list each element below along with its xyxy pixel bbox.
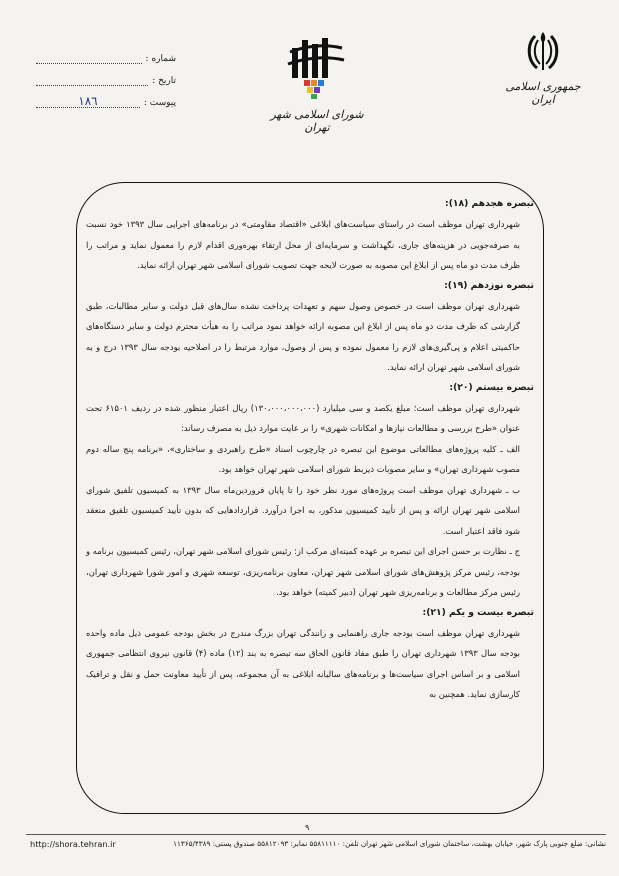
emblem-caption: جمهوری اسلامی ایران — [505, 80, 581, 106]
section-21-title: تبصره بیست و یکم (۲۱): — [422, 606, 534, 618]
section-20-item-alef: الف ـ کلیه پروژه‌های مطالعاتی موضوع این تبصره در چارچوب اسناد «طرح راهبردی و ساختاری»، «برنامه پنج ساله دوم مصوب شهرداری تهران» و سایر مصوبات ذیربط شورای اسلامی شهر تهران خواهد بود. — [86, 443, 520, 474]
section-18-title: تبصره هجدهم (۱۸): — [445, 198, 534, 209]
page-number: ۹ — [305, 823, 310, 832]
document-body — [86, 194, 534, 705]
footer-address: نشانی: ضلع جنوبی پارک شهر، خیابان بهشت، ساختمان شورای اسلامی شهر تهران تلفن: ۵۵۸۱۱۱۱۰ نمابر: ۵۵۸۱۲۰۹۳ صندوق پستی: ۱۱۳۶۵/۴۳۸۹ — [173, 839, 606, 848]
section-21-body: شهرداری تهران موظف است بودجه جاری راهنمایی و رانندگی تهران بزرگ مندرج در بخش بودجه عمومی ذیل ماده واحده بودجه سال ۱۳۹۳ شهرداری تهران را طبق مفاد قانون الحاق سه تبصره به بند (۱۲) ماده (۴) قانون نیروی انتظامی جمهوری اسلامی و بر اساس اجرای سیاست‌ها و برنامه‌های سالیانه ابلاغی به آن مجموعه، پس از تأیید معاونت حمل و نقل و ترافیک کارسازی نماید. همچنین به — [86, 627, 520, 699]
iran-emblem — [503, 28, 583, 106]
section-19-title: تبصره نوزدهم (۱۹): — [444, 279, 534, 291]
meta-number: شماره : — [36, 42, 176, 64]
section-20-body: شهرداری تهران موظف است؛ مبلغ یکصد و سی میلیارد (۱۳۰،۰۰۰،۰۰۰،۰۰۰) ریال اعتبار منظور شده در ردیف ۶۱۵۰۱ تحت عنوان «طرح بررسی و مطالعات نیازها و امکانات شهری» را بر عایت موارد ذیل به مصرف رساند: — [86, 402, 521, 433]
meta-date: تاریخ : — [36, 64, 176, 86]
council-logo-icon — [282, 34, 352, 100]
section-20-title: تبصره بیستم (۲۰): — [449, 381, 534, 393]
section-18-body: شهرداری تهران موظف است در راستای سیاست‌های ابلاغی «اقتصاد مقاومتی» در برنامه‌های اجرایی سال ۱۳۹۳ خود نسبت به صرفه‌جویی در هزینه‌های جاری، نگهداشت و سرمایه‌ای از محل ارتقاء بهره‌وری اقدام لازم را معمول نماید و مراتب را ظرف مدت دو ماه پس از ابلاغ این مصوبه به صورت لایحه جهت تصویب شورای اسلامی شهر تهران ارائه نماید. — [86, 219, 520, 270]
footer — [30, 837, 606, 853]
emblem-icon — [521, 28, 565, 74]
meta-attachment: پیوست : ١٨٦ — [36, 86, 176, 108]
section-20-item-be: ب ـ شهرداری تهران موظف است پروژه‌های مورد نظر خود را تا پایان فروردین‌ماه سال ۱۳۹۳ به کمیسیون تلفیق شورای اسلامی شهر تهران ارائه و پس از تأیید کمیسیون مذکور، به اجرا درآورد. قراردادهایی که بدون تأیید کمیسیون تلفیق منعقد شود فاقد اعتبار است. — [86, 484, 520, 536]
attachment-value: ١٨٦ — [36, 95, 140, 108]
document-meta — [36, 42, 176, 108]
council-logo-caption: شورای اسلامی شهر تهران — [270, 108, 364, 134]
section-20-item-jim: ج ـ نظارت بر حسن اجرای این تبصره بر عهده کمیته‌ای مرکب از: رئیس شورای اسلامی شهر تهران، رئیس کمیسیون برنامه و بودجه، رئیس مرکز پژوهش‌های شورای اسلامی شهر تهران، معاون برنامه‌ریزی، توسعه شهری و امور شورا شهرداری تهران، رئیس مرکز مطالعات و برنامه‌ریزی شهر تهران (دبیر کمیته) خواهد بود. — [86, 546, 520, 597]
council-logo — [262, 34, 372, 134]
section-19-body: شهرداری تهران موظف است در خصوص وصول سهم و تعهدات پرداخت نشده سال‌های قبل دولت و سایر مطالبات، طبق گزارشی که ظرف مدت دو ماه پس از ابلاغ این مصوبه ارائه خواهد نمود مراتب را به هیأت محترم دولت و سایر دستگاه‌های حاکمیتی اعلام و پی‌گیری‌های لازم را معمول نموده و پس از وصول، موارد مرتبط را در اصلاحیه بودجه سال ۱۳۹۳ درج و به شورای اسلامی شهر تهران ارائه نماید. — [86, 300, 520, 372]
footer-divider — [26, 834, 606, 835]
footer-url[interactable]: http://shora.tehran.ir — [30, 839, 116, 849]
